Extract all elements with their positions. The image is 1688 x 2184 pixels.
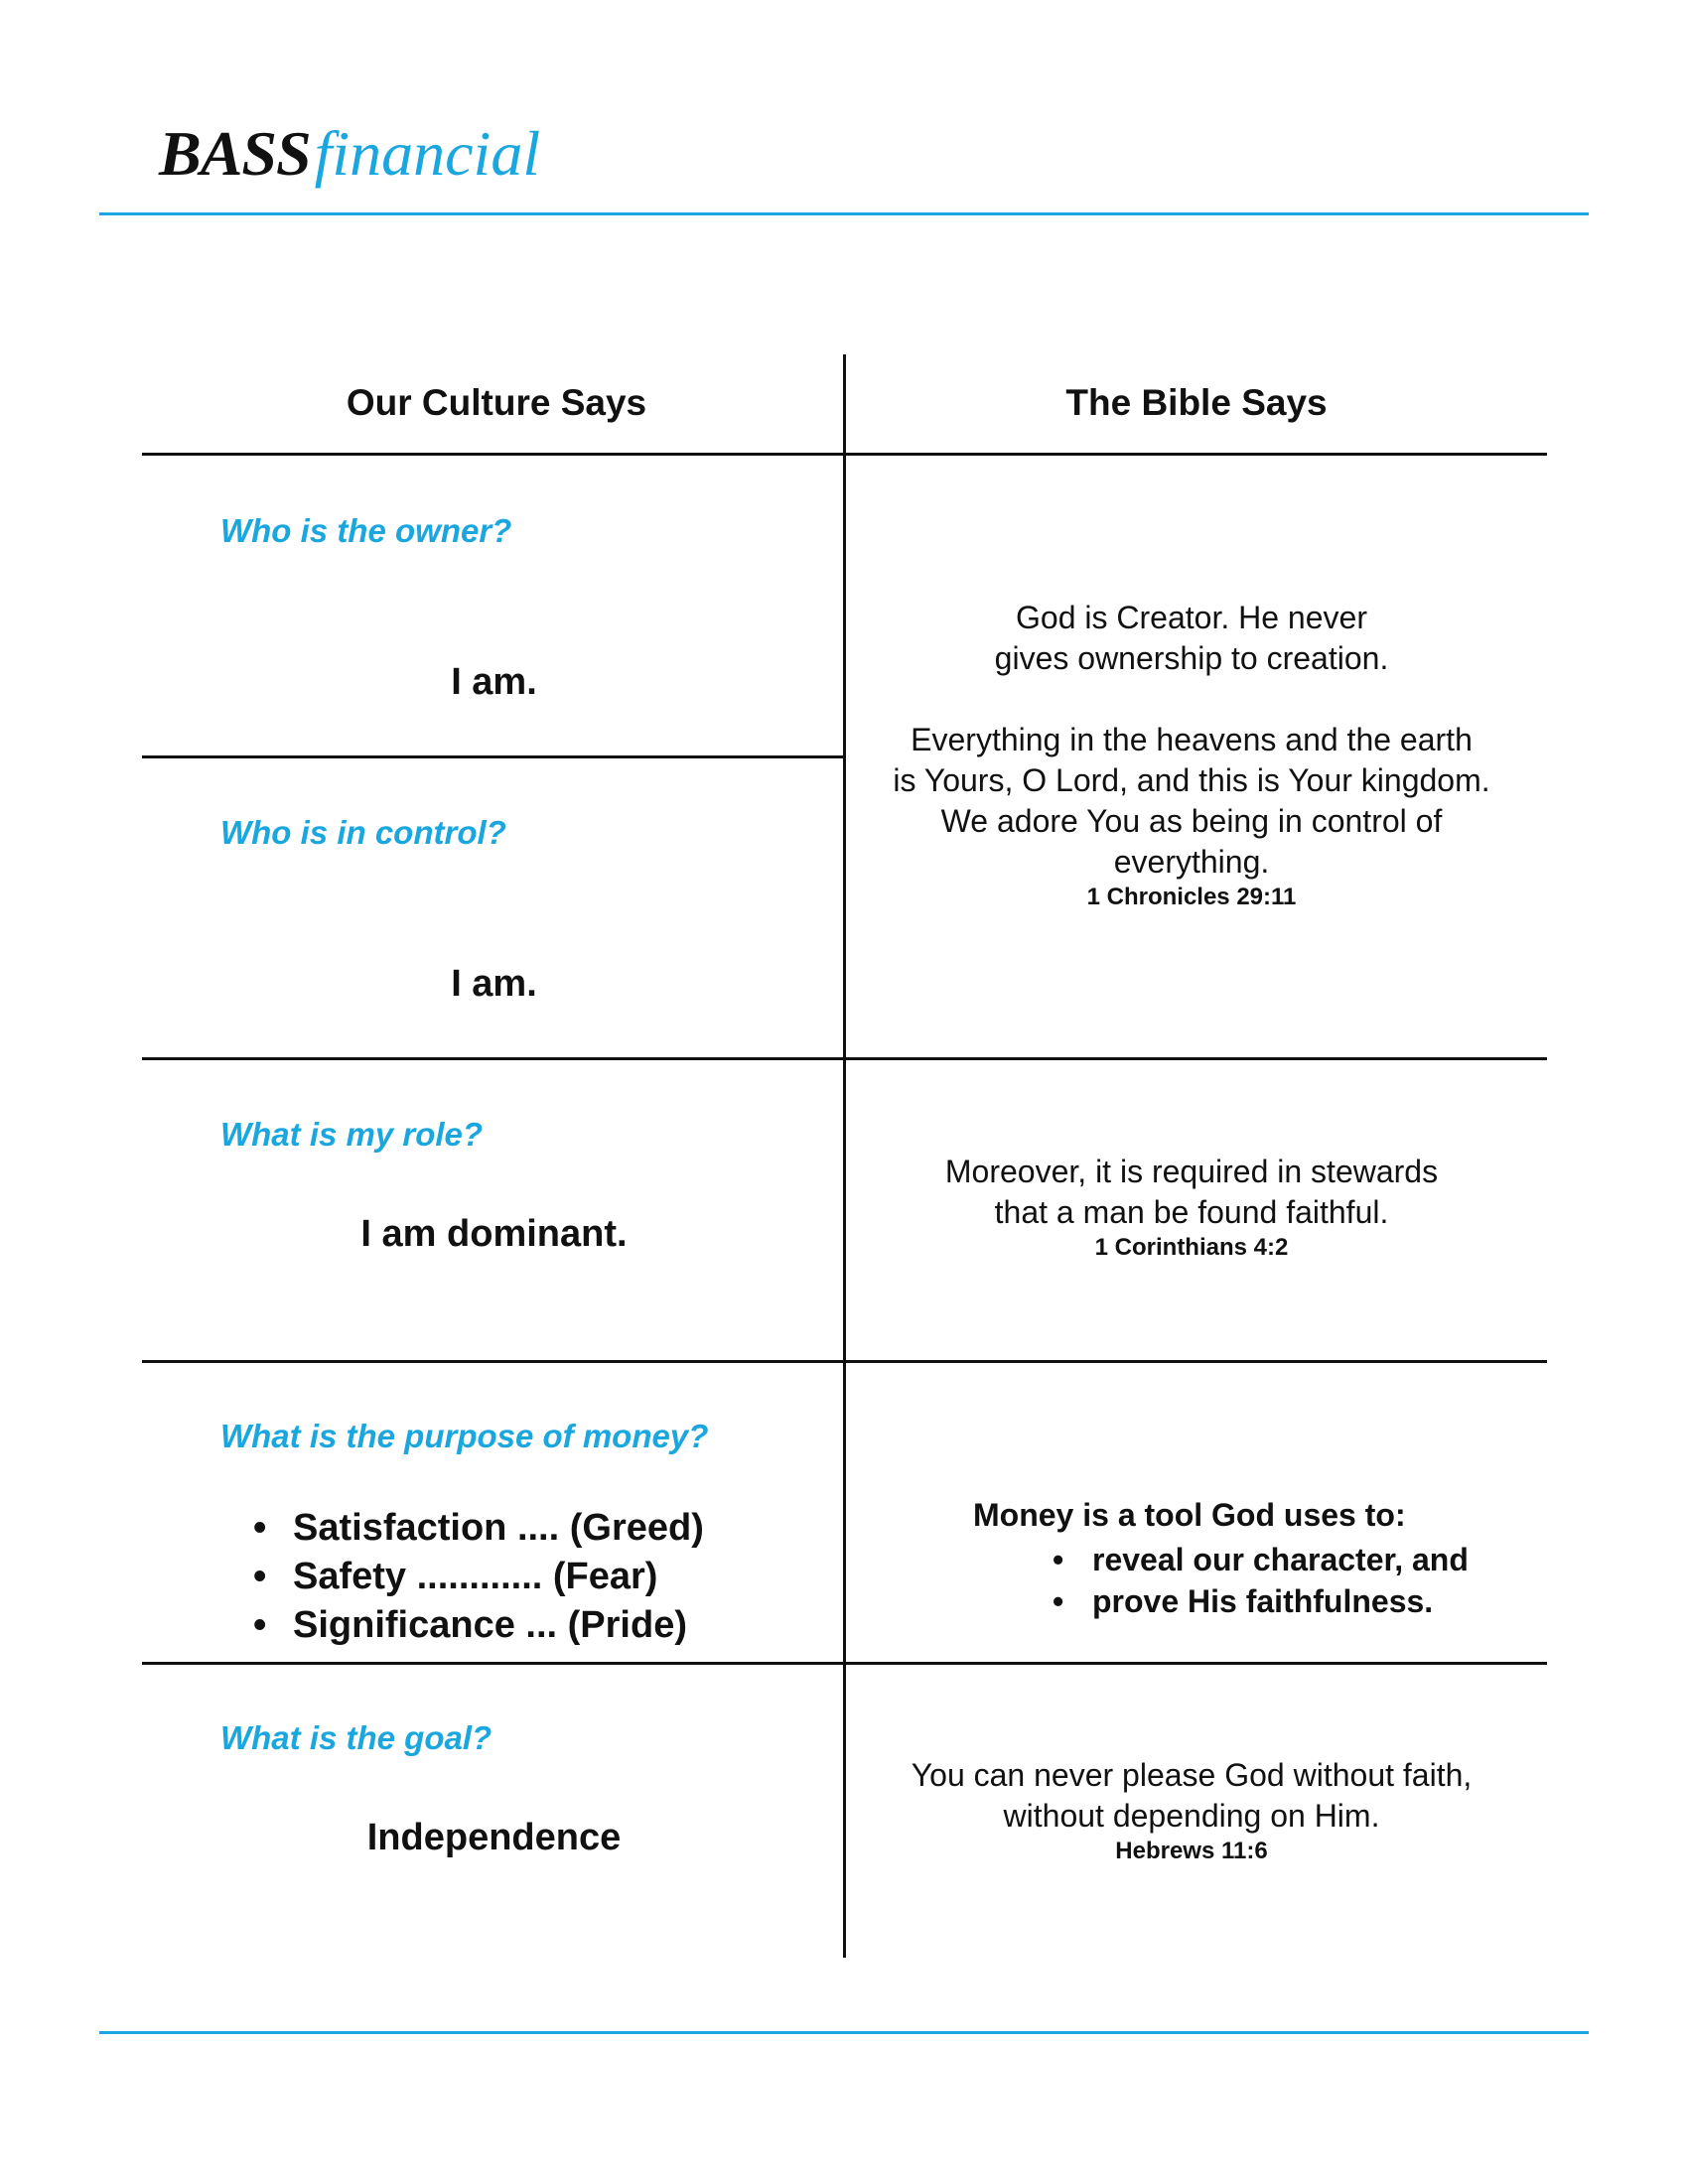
bible-owner-verse-1: Everything in the heavens and the earth xyxy=(911,722,1473,757)
bible-owner-verse-2: is Yours, O Lord, and this is Your kingdom. xyxy=(893,762,1490,798)
bible-role-reference: 1 Corinthians 4:2 xyxy=(1094,1234,1289,1261)
brand-logo xyxy=(159,117,540,191)
list-item: • prove His faithfulness. xyxy=(1053,1580,1469,1622)
bible-owner-line-1: God is Creator. He never xyxy=(1016,600,1367,635)
bible-owner-line-2: gives ownership to creation. xyxy=(994,640,1389,676)
list-item: • reveal our character, and xyxy=(1053,1539,1469,1580)
question-goal: What is the goal? xyxy=(220,1719,492,1756)
answer-owner: I am. xyxy=(451,661,537,703)
row-divider-owner xyxy=(142,755,845,758)
bible-goal-verse-1: You can never please God without faith, xyxy=(911,1757,1473,1793)
list-item: • Significance ... (Pride) xyxy=(253,1601,704,1650)
question-money: What is the purpose of money? xyxy=(220,1418,709,1454)
answer-goal: Independence xyxy=(366,1817,622,1858)
answer-control: I am. xyxy=(451,963,537,1005)
bible-role-verse-2: that a man be found faithful. xyxy=(994,1194,1389,1230)
row-divider-role xyxy=(142,1360,1547,1363)
question-owner: Who is the owner? xyxy=(220,512,512,549)
list-item: • Safety ............ (Fear) xyxy=(253,1553,704,1601)
bible-money-intro: Money is a tool God uses to: xyxy=(973,1497,1406,1533)
bible-role-verse-1: Moreover, it is required in stewards xyxy=(944,1154,1439,1189)
list-item: • Satisfaction .... (Greed) xyxy=(253,1504,704,1553)
bible-money-list xyxy=(1053,1539,1469,1622)
column-divider xyxy=(843,354,846,1958)
bible-owner-verse-4: everything. xyxy=(1113,844,1270,880)
answer-role: I am dominant. xyxy=(360,1213,628,1255)
logo-financial-text: financial xyxy=(314,118,541,189)
bible-owner-control xyxy=(854,598,1529,912)
column-heading-culture: Our Culture Says xyxy=(346,382,647,423)
header-rule xyxy=(99,212,1589,215)
header-divider xyxy=(142,453,1547,456)
footer-rule xyxy=(99,2031,1589,2034)
question-role: What is my role? xyxy=(220,1116,484,1153)
bible-owner-verse-3: We adore You as being in control of xyxy=(940,803,1443,839)
money-culture-list xyxy=(253,1504,704,1650)
bible-role xyxy=(854,1152,1529,1263)
question-control: Who is in control? xyxy=(220,814,506,851)
bible-goal-reference: Hebrews 11:6 xyxy=(1115,1838,1268,1864)
bible-owner-reference: 1 Chronicles 29:11 xyxy=(1086,884,1297,910)
column-heading-bible: The Bible Says xyxy=(1065,382,1328,423)
bible-goal-verse-2: without depending on Him. xyxy=(1003,1798,1380,1834)
row-divider-control xyxy=(142,1057,1547,1060)
row-divider-money xyxy=(142,1662,1547,1665)
bible-goal xyxy=(854,1755,1529,1866)
logo-bass-text: BASS xyxy=(159,118,311,189)
